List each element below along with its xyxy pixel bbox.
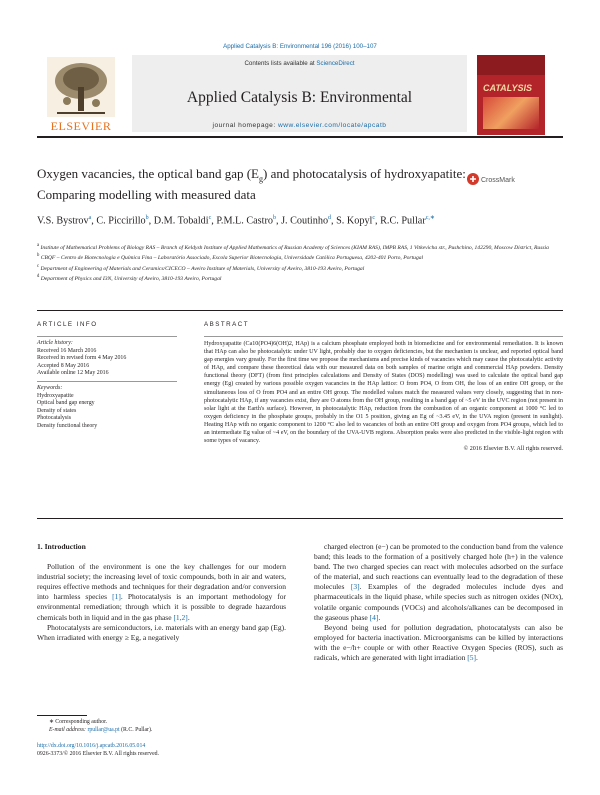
author-separator: , [211, 215, 217, 227]
history-item: Received in revised form 4 May 2016 [37, 355, 127, 362]
paragraph [37, 623, 286, 643]
affiliation-text: Institute of Mathematical Problems of Biology RAS – Branch of Keldysh Institute of Applied Mathematics of Russian Academy of Sciences (KIAM RAS), IMPB RAS, 1 Vitkevicha str., Pushchino, 142290, Moscow District, Russia [40, 244, 549, 251]
keywords-label: Keywords: [37, 384, 63, 391]
cover-title: CATALYSIS [483, 83, 532, 93]
author-name[interactable]: D.M. Tobaldi [153, 215, 209, 227]
citation-link[interactable]: [3] [350, 582, 360, 592]
author-separator: , [375, 215, 381, 227]
article-info-heading: ARTICLE INFO [37, 321, 98, 328]
title-part-1: Oxygen vacancies, the optical band gap (E [37, 166, 259, 181]
paragraph-text: . [476, 653, 478, 663]
journal-cover-image[interactable] [477, 55, 545, 135]
abstract [204, 336, 563, 453]
paragraph-text: . [187, 612, 190, 622]
masthead-center [132, 55, 467, 132]
journal-reference[interactable]: Applied Catalysis B: Environmental 196 (2016) 100–107 [223, 43, 377, 50]
homepage-link[interactable]: www.elsevier.com/locate/apcatb [277, 122, 387, 129]
author-affiliation-mark[interactable]: c [372, 215, 376, 221]
citation-link[interactable]: [5] [467, 653, 477, 663]
citation-link[interactable]: [1] [112, 592, 121, 602]
body-column-left [37, 542, 286, 643]
right-paragraphs [314, 542, 563, 663]
author-separator: , [148, 215, 154, 227]
abstract-bottom-rule [37, 518, 563, 519]
author-affiliation-mark[interactable]: c,∗ [425, 215, 435, 221]
elsevier-tree-icon [47, 57, 115, 117]
email-label: E-mail address: [49, 726, 88, 733]
author-separator: , [275, 215, 282, 227]
cover-band [477, 55, 545, 75]
cover-art [483, 97, 539, 129]
abstract-heading: ABSTRACT [204, 321, 250, 328]
affiliation-item [37, 263, 567, 273]
abstract-copyright: © 2016 Elsevier B.V. All rights reserved. [463, 446, 563, 453]
paragraph [37, 562, 286, 623]
journal-title: Applied Catalysis B: Environmental [186, 89, 413, 106]
affiliation-rule [37, 310, 563, 311]
author-name[interactable]: P.M.L. Castro [216, 215, 273, 227]
contents-prefix: Contents lists available at [244, 60, 317, 67]
keyword-item: Density functional theory [37, 422, 98, 429]
paragraph-text: . Examples of the degraded molecules include dyes and pharmaceuticals in the liquid phase, while species such as nitrogen oxides (NOx), volatile organic compounds (VOCs) and alcohols/alkanes can be decomposed in the gaseous phase [314, 582, 563, 622]
history-item: Received 16 March 2016 [37, 347, 97, 354]
affiliation-text: Department of Engineering of Materials and Ceramics/CICECO – Aveiro Institute of Materials, University of Aveiro, 3810-193 Aveiro, Portugal [40, 265, 365, 272]
history-label: Article history: [37, 340, 73, 346]
sciencedirect-link[interactable]: ScienceDirect [316, 60, 355, 67]
article-title [37, 166, 477, 203]
paragraph-text: . [378, 612, 381, 622]
affiliation-item [37, 273, 567, 283]
email-note [37, 727, 337, 735]
affiliation-text: Department of Physics and I3N, University of Aveiro, 3810-193 Aveiro, Portugal [40, 275, 222, 282]
issn-line: 0926-3373/© 2016 Elsevier B.V. All rights reserved. [37, 750, 159, 757]
left-paragraphs [37, 562, 286, 643]
info-rule-top [37, 336, 177, 337]
info-rule-mid [37, 381, 177, 382]
footnotes [37, 719, 337, 735]
author-name[interactable]: R.C. Pullar [380, 215, 426, 227]
author-separator: , [331, 215, 337, 227]
corresponding-author-note: ∗ Corresponding author. [49, 719, 108, 725]
email-link[interactable]: rpullar@ua.pt [87, 726, 120, 733]
publisher-name: ELSEVIER [50, 119, 112, 133]
author-affiliation-mark[interactable]: c [208, 215, 212, 221]
elsevier-logo[interactable] [37, 55, 125, 135]
paragraph-text: Pollution of the environment is one the key challenges for our modern industrial society; the increasing level of toxic compounds, both in air and waters, requires effective methods and techniques for their degradation and/or conversion into harmless species [37, 562, 286, 602]
abstract-text: Hydroxyapatite (Ca10(PO4)6(OH)2, HAp) is a calcium phosphate employed both in biomedicine and for environmental remediation. It is known that HAp can also be photocatalytic under UV light, probably due to oxygen deficiencies, but the mechanism is unclear, and reported optical band gap energies vary greatly. For the first time we propose the mechanisms and precise kinds of vacancies which may cause the photocatalytic activity of HAp, and compare these theoretical data with our measured data on both samples of marine origin and commercial HAp powders. Density functional theory (DFT) (from first principles calculations and Density of States (DOS) modelling) was used to calculate the optical band gap energy (Eg) created by various possible oxygen vacancies in the HAp lattice: O from PO4, O from OH, the loss of an entire OH group, or the simultaneous loss of O from PO4 and an entire OH group. The modelled values match the measured values very closely, suggesting that in non-photocatalytic HAp, if any vacancies exist, they are O atoms from the OH group, resulting in a band gap of ~5 eV in the UVC region (not present in solar light at the Earth's surface). However, in photocatalytic HAp, reduction from the combustion of an organic component at 1000 °C led to oxygen deficiency in the phosphate groups, probably in the O1 5 position, giving an Eg of ~3.45 eV, in the UVA region (present in sunlight). Heating HAp with no organic component to 1200 °C also led to vacancies of both an entire OH group and oxygen from PO4 groups, which led to an intermediate Eg value of ~4 eV, on the boundary of the UVA-UVB regions. Absorption peaks were also predicted in the visible-light region with some types of vacancy. [204, 341, 563, 445]
footnote-rule [37, 715, 87, 716]
affiliation-item [37, 242, 567, 252]
author-name[interactable]: V.S. Bystrov [37, 215, 89, 227]
paragraph-text: . Photocatalysis is an important methodology for environmental remediation; through which it is possible to degrade hazardous chemicals both in liquid and in the gas phase [37, 592, 286, 622]
citation-link[interactable]: [4] [369, 612, 379, 622]
paragraph-text: Photocatalysts are semiconductors, i.e. materials with an energy band gap (Eg). When irradiated with energy ≥ Eg, a negatively [37, 622, 286, 642]
keyword-item: Optical band gap energy [37, 400, 95, 407]
contents-line [132, 60, 467, 67]
history-list [37, 348, 177, 378]
citation-link[interactable]: [1,2] [173, 612, 188, 622]
keyword-item: Density of states [37, 407, 77, 414]
section-heading: 1. Introduction [37, 542, 86, 551]
body-column-right [314, 542, 563, 663]
abstract-rule-top [204, 336, 563, 337]
crossmark-icon[interactable] [466, 172, 518, 186]
crossmark-label: CrossMark [481, 177, 515, 184]
author-list [37, 211, 467, 228]
title-part-2: ) and photocatalysis of hydroxyapatite: Comparing modelling with measured data [37, 166, 466, 203]
author-affiliation-mark[interactable]: b [272, 215, 276, 221]
affiliation-mark: a [37, 243, 40, 248]
journal-homepage [132, 122, 467, 129]
author-name[interactable]: J. Coutinho [281, 215, 329, 227]
paragraph-text: Beyond being used for pollution degradation, photocatalysts can also be employed for bacteria inactivation. Microorganisms can be killed by interactions with the e−/h+ couple or with other Reactive Oxygen Species (ROS), such as radicals, which are generated with light irradiation [314, 622, 563, 663]
author-affiliation-mark[interactable]: a [88, 215, 92, 221]
affiliation-mark: c [37, 263, 40, 269]
affiliation-mark: b [37, 253, 40, 259]
author-separator: , [91, 215, 97, 227]
masthead [37, 55, 560, 135]
paragraph [314, 623, 563, 663]
email-suffix: (R.C. Pullar). [119, 726, 153, 733]
doi-link[interactable]: http://dx.doi.org/10.1016/j.apcatb.2016.05.014 [37, 743, 146, 749]
history-item: Accepted 8 May 2016 [37, 362, 90, 369]
paragraph-text: charged electron (e−) can be promoted to the conduction band from the valence band; this leads to the formation of a positively charged hole (h+) in the valence band. The two charged species can react with molecules adsorbed on the surface of the material, and such reactions can eventually lead to the degradation of these molecules [314, 542, 563, 592]
affiliation-item [37, 252, 567, 262]
author-name[interactable]: C. Piccirillo [96, 215, 146, 227]
paragraph [314, 542, 563, 623]
author-affiliation-mark[interactable]: d [328, 215, 332, 221]
keyword-item: Photocatalysis [37, 415, 72, 422]
affiliation-mark: d [37, 274, 40, 280]
author-name[interactable]: S. Kopyl [336, 215, 373, 227]
doi-block [37, 743, 159, 759]
header-rule [37, 136, 563, 138]
article-info [37, 336, 177, 431]
keywords-list [37, 393, 177, 431]
affiliations [37, 242, 567, 283]
homepage-prefix: journal homepage: [212, 122, 278, 129]
affiliation-text: CBQF – Centro de Biotecnologia e Química Fina – Laboratório Associado, Escola Superior Biotecnologia, Universidade Católica Portuguesa, 4202-401 Porto, Portugal [40, 255, 424, 262]
title-subscript: g [259, 174, 263, 184]
author-affiliation-mark[interactable]: b [145, 215, 149, 221]
history-item: Available online 12 May 2016 [37, 370, 109, 377]
keyword-item: Hydroxyapatite [37, 392, 74, 399]
